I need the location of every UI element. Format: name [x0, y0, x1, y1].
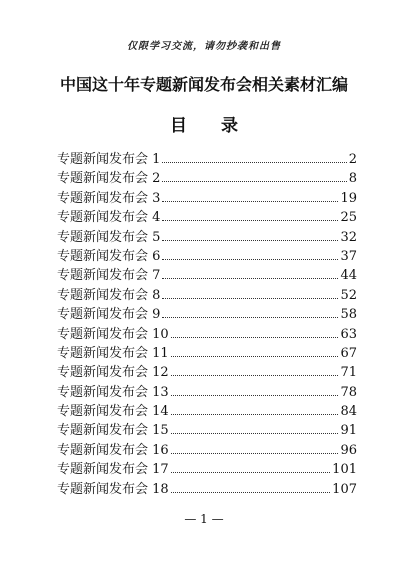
toc-dot-leader — [171, 453, 339, 454]
toc-entry-label: 专题新闻发布会 4 — [57, 210, 161, 226]
toc-entry[interactable] — [57, 421, 357, 440]
toc-heading: 目 录 — [170, 116, 252, 136]
toc-entry-page: 91 — [340, 423, 357, 439]
toc-entry[interactable] — [57, 247, 357, 266]
toc-dot-leader — [162, 220, 338, 221]
toc-dot-leader — [171, 472, 330, 473]
toc-entry-page: 67 — [340, 345, 357, 361]
toc-entry-label: 专题新闻发布会 10 — [57, 326, 169, 342]
toc-entry-label: 专题新闻发布会 8 — [57, 287, 161, 303]
toc-entry-page: 71 — [340, 365, 357, 381]
toc-entry-label: 专题新闻发布会 5 — [57, 229, 161, 245]
document-title: 中国这十年专题新闻发布会相关素材汇编 — [59, 75, 348, 94]
toc-entry[interactable] — [57, 208, 357, 227]
toc-dot-leader — [162, 317, 338, 318]
toc-entry[interactable] — [57, 266, 357, 285]
toc-dot-leader — [162, 181, 346, 182]
toc-entry-label: 专题新闻发布会 17 — [57, 462, 169, 478]
toc-entry-label: 专题新闻发布会 16 — [57, 442, 169, 458]
toc-entry[interactable] — [57, 344, 357, 363]
toc-entry-label: 专题新闻发布会 9 — [57, 307, 161, 323]
toc-entry-page: 78 — [340, 384, 357, 400]
toc-entry[interactable] — [57, 441, 357, 460]
toc-dot-leader — [162, 201, 338, 202]
toc-dot-leader — [171, 356, 339, 357]
toc-dot-leader — [162, 278, 338, 279]
toc-entry-label: 专题新闻发布会 15 — [57, 423, 169, 439]
toc-entry[interactable] — [57, 305, 357, 324]
toc-entry[interactable] — [57, 286, 357, 305]
usage-notice: 仅限学习交流，请勿抄袭和出售 — [127, 41, 281, 52]
toc-entry[interactable] — [57, 169, 357, 188]
toc-entry[interactable] — [57, 363, 357, 382]
toc-entry-label: 专题新闻发布会 6 — [57, 248, 161, 264]
toc-entry[interactable] — [57, 150, 357, 169]
toc-entry-page: 63 — [340, 326, 357, 342]
toc-entry[interactable] — [57, 460, 357, 479]
toc-entry-page: 52 — [340, 287, 357, 303]
toc-entry-label: 专题新闻发布会 12 — [57, 365, 169, 381]
toc-entry[interactable] — [57, 189, 357, 208]
toc-dot-leader — [162, 162, 346, 163]
toc-entry-page: 8 — [348, 171, 357, 187]
toc-dot-leader — [162, 298, 338, 299]
toc-entry-page: 32 — [340, 229, 357, 245]
toc-dot-leader — [171, 337, 339, 338]
toc-entry-label: 专题新闻发布会 14 — [57, 404, 169, 420]
toc-entry-label: 专题新闻发布会 11 — [57, 345, 169, 361]
toc-entry-page: 19 — [340, 190, 357, 206]
toc-entry-page: 25 — [340, 210, 357, 226]
toc-entry-label: 专题新闻发布会 3 — [57, 190, 161, 206]
toc-entry-page: 84 — [340, 404, 357, 420]
toc-entry-label: 专题新闻发布会 18 — [57, 481, 169, 497]
toc-entry-label: 专题新闻发布会 7 — [57, 268, 161, 284]
toc-dot-leader — [162, 240, 338, 241]
toc-entry-page: 107 — [332, 481, 357, 497]
toc-dot-leader — [171, 433, 339, 434]
toc-entry[interactable] — [57, 228, 357, 247]
toc-entry[interactable] — [57, 383, 357, 402]
toc-entry[interactable] — [57, 402, 357, 421]
toc-entry-label: 专题新闻发布会 1 — [57, 152, 161, 167]
table-of-contents — [57, 150, 357, 499]
toc-entry-page: 96 — [340, 442, 357, 458]
toc-entry-label: 专题新闻发布会 2 — [57, 171, 161, 187]
toc-dot-leader — [171, 395, 339, 396]
toc-entry-page: 37 — [340, 248, 357, 264]
toc-entry-label: 专题新闻发布会 13 — [57, 384, 169, 400]
toc-entry-page: 101 — [332, 462, 357, 478]
toc-dot-leader — [171, 414, 339, 415]
toc-entry[interactable] — [57, 325, 357, 344]
toc-entry-page: 44 — [340, 268, 357, 284]
toc-entry-page: 58 — [340, 307, 357, 323]
toc-dot-leader — [162, 259, 338, 260]
page-number: — 1 — — [184, 512, 224, 526]
toc-dot-leader — [171, 375, 339, 376]
toc-dot-leader — [171, 492, 330, 493]
toc-entry[interactable] — [57, 480, 357, 499]
toc-entry-page: 2 — [348, 152, 357, 167]
